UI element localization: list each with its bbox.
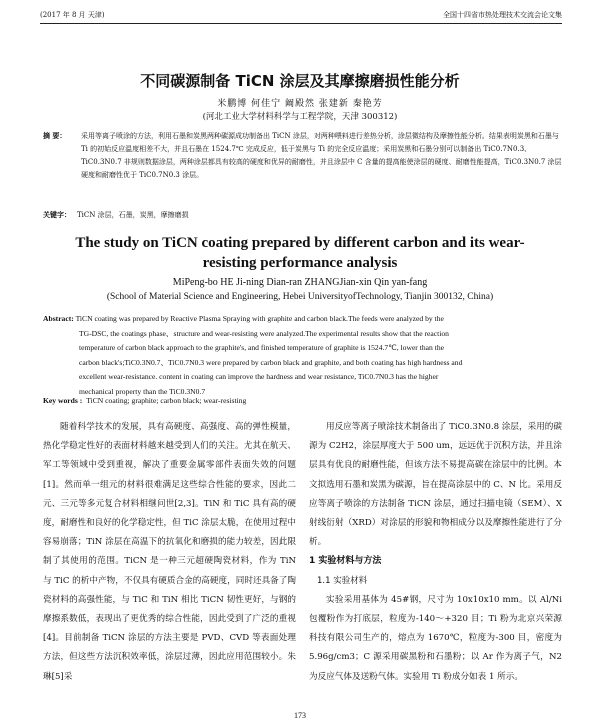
introduction-paragraph-cont: 用反应等离子喷涂技术制备出了 TiC0.3N0.8 涂层，采用的碳源为 C2H2，涂层厚度大于 500 um，远远优于沉积方法，并且涂层具有优良的耐磨性能，但该方法不易提高碳在涂层中的比例。本文拟选用石墨和炭黑为碳源，旨在提高涂层中的 C、N 比。采用反应等离子喷涂的方法制备 TiCN 涂层，通过扫描电镜（SEM）、X 射线衍射（XRD）对涂层的形貌和物相成分以及摩擦性能进行了分析。 <box>309 422 562 548</box>
paper-title-cn: 不同碳源制备 TiCN 涂层及其摩擦磨损性能分析 <box>140 72 460 90</box>
body-column-right <box>309 418 562 687</box>
abstract-en-line: temperature of carbon black approach to the graphite's, and finished temperature of graphite is 1524.7℃, lower than the <box>79 343 444 352</box>
abstract-en-line: TiCN coating was prepared by Reactive Plasma Spraying with graphite and carbon black.The feeds were analyzed by the <box>75 314 444 323</box>
paper-title-en: The study on TiCN coating prepared by different carbon and its wear-resisting performance analysis <box>75 235 525 271</box>
authors-en: MiPeng-bo HE Ji-ning Dian-ran ZHANGJian-xin Qin yan-fang <box>172 277 428 288</box>
page-number: 173 <box>294 711 306 720</box>
abstract-cn-text: 采用等离子喷涂的方法，利用石墨和炭黑两种碳源成功制备出 TiCN 涂层，对两种喂料进行差热分析，涂层微结构及摩擦性能分析。结果表明炭黑和石墨与 Ti 的初始反应温度相差不大，并且石墨在 1524.7℃ 完成反应，低于炭黑与 Ti 的完全反应温度；采用炭黑和石墨分别可以制备出 TiC0.7N0.3、TiC0.3N0.7 非规则数据涂层，两种涂层都具有较高的硬度和优异的耐磨性，并且涂层中 C 含量的提高能使涂层的硬度、耐磨性能提高，TiC0.3N0.7 涂层硬度和耐磨性优于 TiC0.7N0.3 涂层。 <box>81 132 562 179</box>
body-column-left <box>43 418 296 687</box>
keywords-cn-text: TiCN 涂层，石墨，炭黑，摩擦磨损 <box>77 211 189 219</box>
header-right: 全国十四省市热处理技术交流会论文集 <box>443 11 562 19</box>
abstract-cn <box>43 130 563 182</box>
keywords-cn <box>43 210 563 220</box>
section-heading: 1 实验材料与方法 <box>309 556 382 567</box>
keywords-en-label: Key words : <box>43 396 83 405</box>
keywords-en-text: TiCN coating; graphite; carbon black; wear-resisting <box>86 396 247 405</box>
abstract-en <box>43 312 563 399</box>
materials-paragraph: 实验采用基体为 45#钢，尺寸为 10x10x10 mm。以 Al/Ni 包覆粉作为打底层，粒度为-140～+320 目；Ti 粉为北京兴荣源科技有限公司生产的，熔点为 1670℃，粒度为-300 目，密度为 5.96g/cm3；C 源采用碳黑粉和石墨粉；以 Ar 作为离子气，N2 为反应气体及送粉气体。实验用 Ti 粉成分如表 1 所示。 <box>309 594 562 682</box>
abstract-en-line: carbon black's;TiC0.3N0.7、TiC0.7N0.3 were prepared by carbon black and graphite, and both coating has high hardness and <box>79 357 463 367</box>
authors-cn: 米鹏博 何佳宁 阚殿然 张建新 秦艳芳 <box>217 99 383 109</box>
header-left: (2017 年 8 月 天津) <box>40 11 105 19</box>
abstract-cn-label: 摘 要： <box>43 132 67 140</box>
header-rule <box>40 23 562 24</box>
keywords-en <box>43 396 563 405</box>
abstract-en-line: excellent wear-resistance. content in coating can improve the hardness and wear resistance, TiC0.7N0.3 has the higher <box>79 372 439 381</box>
affiliation-cn: (河北工业大学材料科学与工程学院，天津 300312) <box>202 112 398 122</box>
running-header <box>40 8 562 22</box>
abstract-en-line: mechanical property than the TiC0.3N0.7 <box>79 386 206 396</box>
keywords-cn-label: 关键字： <box>43 211 71 219</box>
abstract-en-label: Abstract: <box>43 314 74 323</box>
introduction-paragraph: 随着科学技术的发展，具有高硬度、高强度、高的弹性模量，热化学稳定性好的表面材料越来越受到人们的关注。尤其在航天、军工等领域中受到重视，解决了重要金属零部件表面失效的问题[1]。然而单一组元的材料很难满足这些综合性能的要求，因此二元、三元等多元复合材料相继问世[2,3]。TiN 和 TiC 具有高的硬度，耐磨性和良好的化学稳定性，但 TiC 涂层太脆，在使用过程中容易崩落；TiN 涂层在高温下的抗氧化和磨损的能力较差，因此限制了其使用的范围。TiCN 是一种三元超硬陶瓷材料，作为 TiN 与 TiC 的析中产物，不仅具有硬质合金的高硬度，同时还具备了陶瓷材料的高强性能，与 TiC 和 TiN 相比 TiCN 韧性更好，与钢的摩擦系数低，表现出了更优秀的综合性能，因此受到了广泛的重视[4]。目前制备 TiCN 涂层的方法主要是 PVD、CVD 等表面处理方法，但这些方法沉积效率低，涂层过薄，因此应用范围较小。朱琳[5]采 <box>43 422 296 682</box>
affiliation-en: (School of Material Science and Engineering, Hebei UniversityofTechnology, Tianjin 300132, China) <box>106 292 494 302</box>
subsection-heading: 1.1 实验材料 <box>317 575 368 586</box>
abstract-en-line: TG-DSC, the coatings phase、structure and wear-resisting were analyzed.The experimental results show that the reaction <box>79 328 449 338</box>
